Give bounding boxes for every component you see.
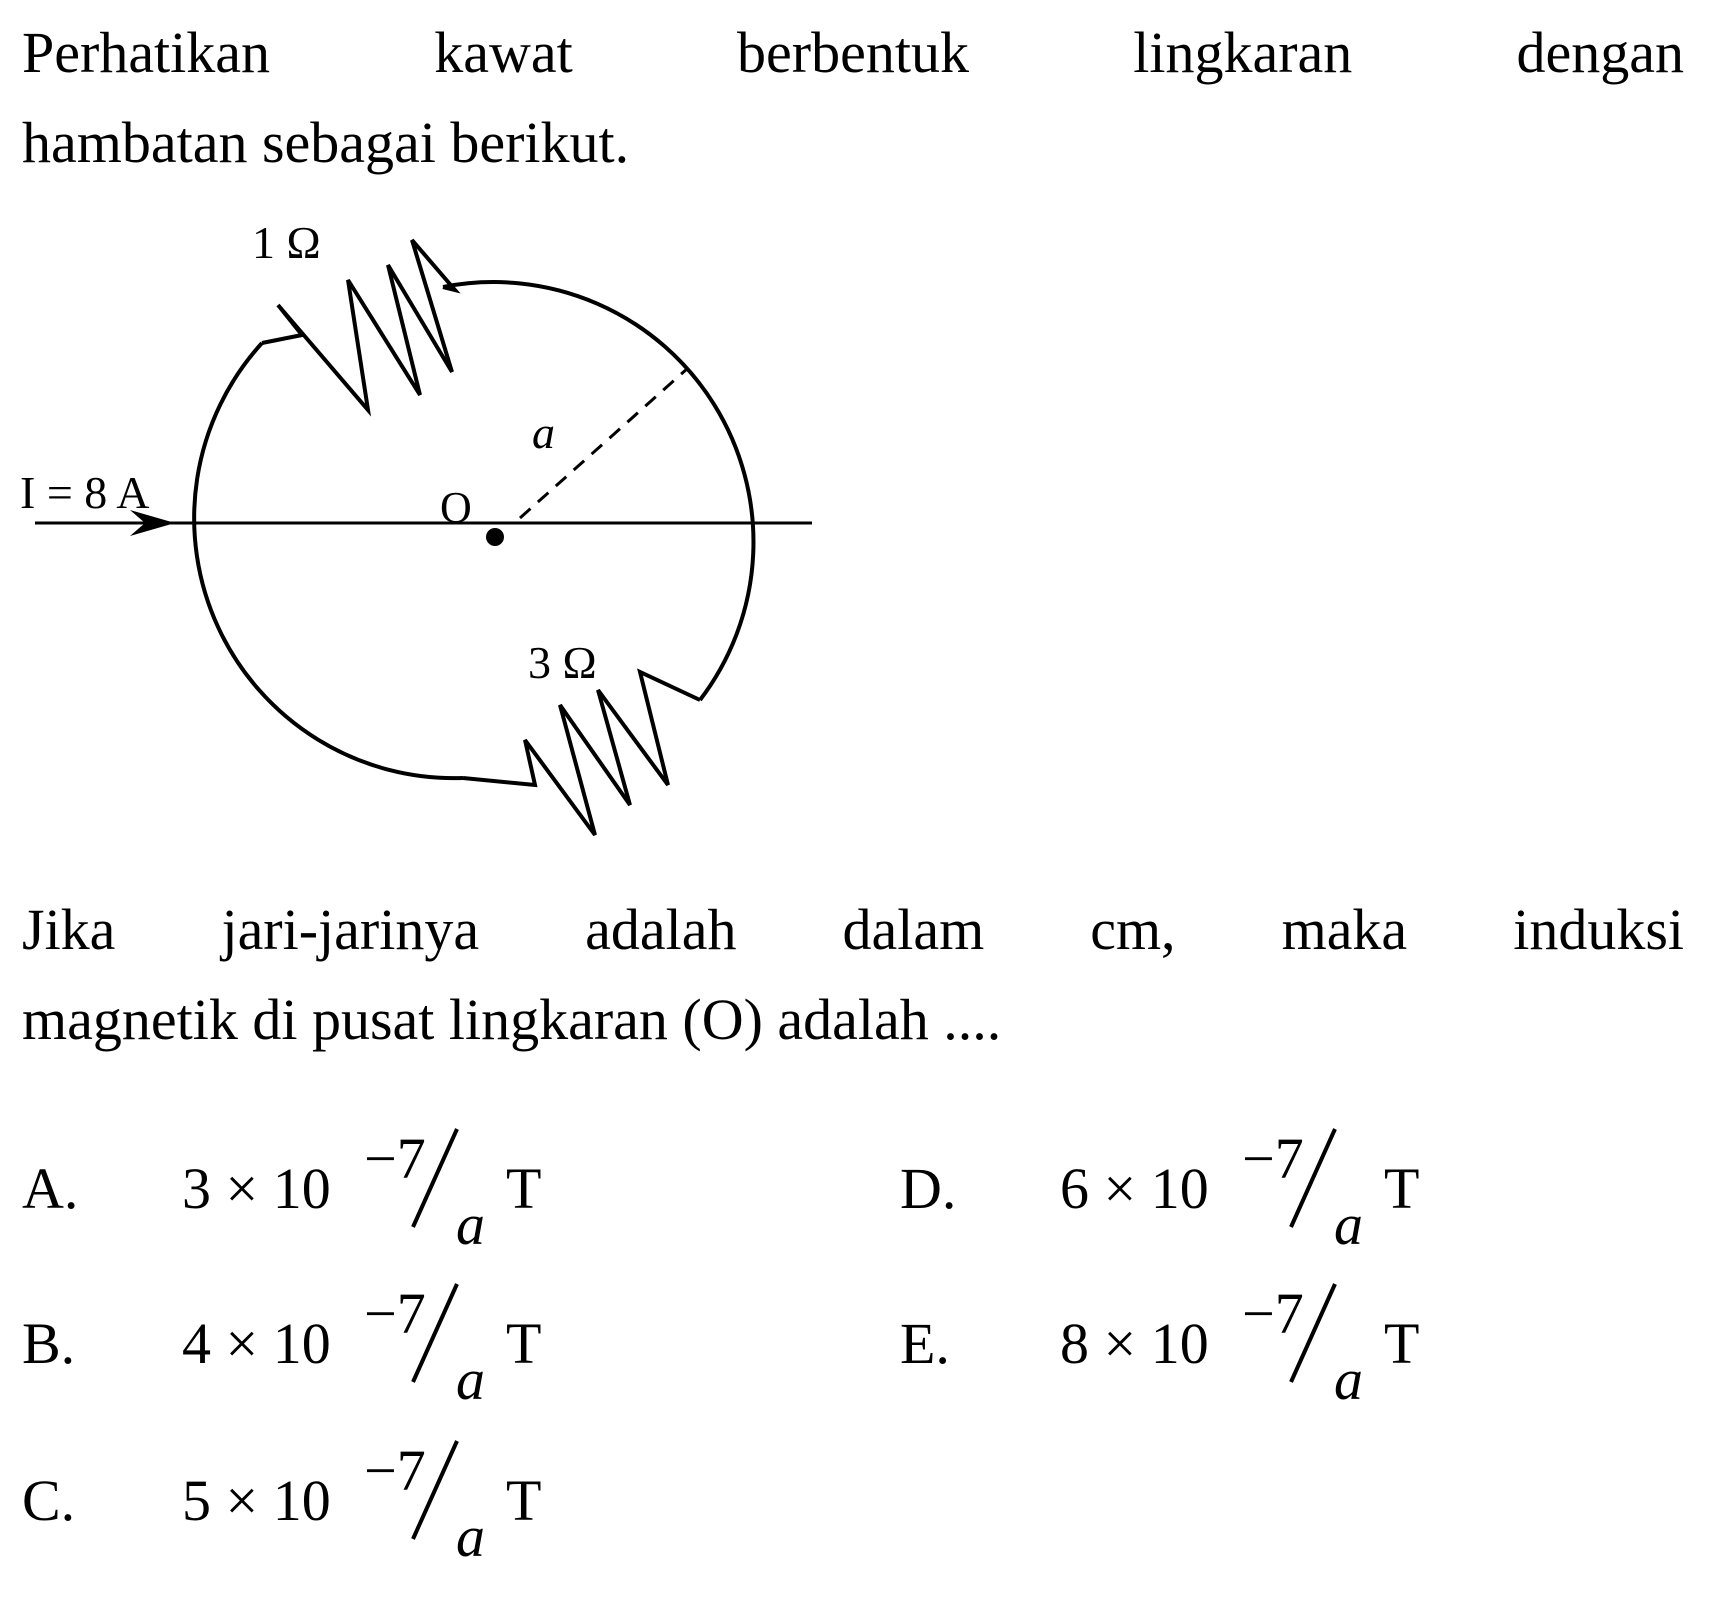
option-coefficient: 4 × 10 <box>182 1311 331 1376</box>
resistor-1-label: 1 Ω <box>252 217 321 268</box>
option-denominator: a <box>456 1504 485 1569</box>
intro-line-2: hambatan sebagai berikut. <box>22 110 630 175</box>
radius-label: a <box>532 407 555 458</box>
question-line-2: magnetik di pusat lingkaran (O) adalah .... <box>22 987 1002 1052</box>
option-denominator: a <box>456 1192 485 1257</box>
option-exponent: −7 <box>1242 1126 1304 1191</box>
option-exponent: −7 <box>1242 1281 1304 1346</box>
option-exponent: −7 <box>364 1281 426 1346</box>
circle-arc-right <box>443 282 753 700</box>
option-coefficient: 6 × 10 <box>1060 1156 1209 1221</box>
resistor-3-ohm <box>463 672 700 835</box>
circuit-diagram <box>0 200 900 850</box>
option-exponent: −7 <box>364 1438 426 1503</box>
option-b[interactable] <box>22 1280 722 1412</box>
option-d[interactable] <box>900 1125 1600 1257</box>
option-denominator: a <box>1334 1192 1363 1257</box>
option-exponent: −7 <box>364 1126 426 1191</box>
option-letter: E. <box>900 1311 950 1376</box>
option-letter: A. <box>22 1156 79 1221</box>
option-unit: T <box>506 1156 542 1221</box>
option-coefficient: 5 × 10 <box>182 1468 331 1533</box>
option-coefficient: 3 × 10 <box>182 1156 331 1221</box>
option-coefficient: 8 × 10 <box>1060 1311 1209 1376</box>
option-letter: B. <box>22 1311 76 1376</box>
option-unit: T <box>1384 1311 1420 1376</box>
option-unit: T <box>506 1468 542 1533</box>
current-label: I = 8 A <box>20 467 150 518</box>
option-denominator: a <box>1334 1347 1363 1412</box>
option-e[interactable] <box>900 1280 1600 1412</box>
question-intro <box>22 8 1684 188</box>
option-letter: C. <box>22 1468 76 1533</box>
question-line-1: Jika jari-jarinya adalah dalam cm, maka induksi <box>22 897 1684 962</box>
option-denominator: a <box>456 1347 485 1412</box>
option-a[interactable] <box>22 1125 722 1257</box>
resistor-3-label: 3 Ω <box>528 637 597 688</box>
center-point-o <box>486 528 504 546</box>
option-unit: T <box>1384 1156 1420 1221</box>
question-body <box>22 885 1684 1065</box>
circle-arc-left <box>194 343 463 778</box>
option-c[interactable] <box>22 1437 722 1569</box>
option-unit: T <box>506 1311 542 1376</box>
intro-line-1: Perhatikan kawat berbentuk lingkaran dengan <box>22 20 1684 85</box>
option-letter: D. <box>900 1156 957 1221</box>
center-label: O <box>440 483 472 532</box>
